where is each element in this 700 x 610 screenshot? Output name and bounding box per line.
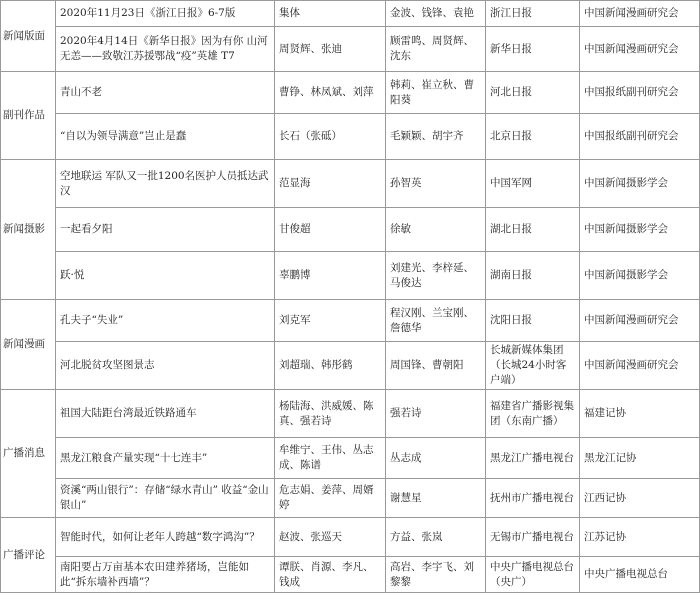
recommender-cell: 江西记协: [580, 479, 700, 518]
table-row: [1, 438, 700, 479]
editor-cell: 程汉刚、兰宝刚、詹德华: [386, 300, 486, 342]
table-row: [1, 390, 700, 438]
author-cell: 刘克军: [275, 300, 386, 342]
author-cell: 赵波、张巡天: [275, 518, 386, 557]
title-cell: 河北脱贫攻坚图景志: [56, 342, 275, 390]
editor-cell: 方益、张岚: [386, 518, 486, 557]
table-row: [1, 114, 700, 160]
editor-cell: 丛志成: [386, 438, 486, 479]
table-row: [1, 557, 700, 593]
table-row: [1, 72, 700, 114]
recommender-cell: 中国新闻摄影学会: [580, 208, 700, 252]
unit-cell: 福建省广播影视集团（东南广播）: [486, 390, 580, 438]
table-row: [1, 1, 700, 27]
title-cell: 2020年11月23日《浙江日报》6-7版: [56, 1, 275, 27]
recommender-cell: 中国新闻漫画研究会: [580, 342, 700, 390]
unit-cell: 无锡市广播电视台: [486, 518, 580, 557]
category-cell: 新闻漫画: [1, 300, 56, 390]
editor-cell: 刘建光、李梓延、马俊达: [386, 252, 486, 300]
recommender-cell: 中国新闻摄影学会: [580, 252, 700, 300]
recommender-cell: 中国报纸副刊研究会: [580, 72, 700, 114]
unit-cell: 抚州市广播电视台: [486, 479, 580, 518]
category-cell: 新闻版面: [1, 1, 56, 72]
title-cell: 资溪“两山银行”：存储“绿水青山” 收益“金山银山”: [56, 479, 275, 518]
unit-cell: 新华日报: [486, 27, 580, 72]
editor-cell: 谢慧星: [386, 479, 486, 518]
unit-cell: 黑龙江广播电视台: [486, 438, 580, 479]
title-cell: 青山不老: [56, 72, 275, 114]
recommender-cell: 中国报纸副刊研究会: [580, 114, 700, 160]
editor-cell: 高岩、李宇飞、刘黎黎: [386, 557, 486, 593]
author-cell: 长石（张砥）: [275, 114, 386, 160]
author-cell: 周贤辉、张迪: [275, 27, 386, 72]
recommender-cell: 中国新闻漫画研究会: [580, 1, 700, 27]
editor-cell: 周国锋、曹朝阳: [386, 342, 486, 390]
category-cell: 新闻摄影: [1, 160, 56, 300]
author-cell: 甘俊超: [275, 208, 386, 252]
table-row: [1, 252, 700, 300]
title-cell: 孔夫子“失业”: [56, 300, 275, 342]
author-cell: 牟维宁、王伟、丛志成、陈谱: [275, 438, 386, 479]
author-cell: 范显海: [275, 160, 386, 208]
unit-cell: 河北日报: [486, 72, 580, 114]
unit-cell: 湖北日报: [486, 208, 580, 252]
editor-cell: 孙智英: [386, 160, 486, 208]
table-row: [1, 160, 700, 208]
table-row: [1, 300, 700, 342]
editor-cell: 金波、钱锋、袁艳: [386, 1, 486, 27]
author-cell: 辜鹏博: [275, 252, 386, 300]
recommender-cell: 黑龙江记协: [580, 438, 700, 479]
table-row: [1, 208, 700, 252]
author-cell: 刘超瑞、韩彤鹤: [275, 342, 386, 390]
recommender-cell: 中国新闻漫画研究会: [580, 300, 700, 342]
table-row: [1, 518, 700, 557]
category-cell: 广播消息: [1, 390, 56, 518]
table-row: [1, 342, 700, 390]
table-row: [1, 27, 700, 72]
author-cell: 杨陆海、洪威媛、陈真、强若诗: [275, 390, 386, 438]
unit-cell: 北京日报: [486, 114, 580, 160]
title-cell: 一起看夕阳: [56, 208, 275, 252]
editor-cell: 强若诗: [386, 390, 486, 438]
editor-cell: 徐敏: [386, 208, 486, 252]
title-cell: 跃·悦: [56, 252, 275, 300]
recommender-cell: 中国新闻摄影学会: [580, 160, 700, 208]
author-cell: 危志娟、姜萍、周婿婷: [275, 479, 386, 518]
category-cell: 副刊作品: [1, 72, 56, 160]
recommender-cell: 江苏记协: [580, 518, 700, 557]
unit-cell: 湖南日报: [486, 252, 580, 300]
category-cell: 广播评论: [1, 518, 56, 593]
unit-cell: 沈阳日报: [486, 300, 580, 342]
unit-cell: 浙江日报: [486, 1, 580, 27]
title-cell: 黑龙江粮食产量实现“十七连丰”: [56, 438, 275, 479]
table-row: [1, 479, 700, 518]
title-cell: 空地联运 军队又一批1200名医护人员抵达武汉: [56, 160, 275, 208]
recommender-cell: 中央广播电视总台: [580, 557, 700, 593]
title-cell: 祖国大陆距台湾最近铁路通车: [56, 390, 275, 438]
editor-cell: 韩莉、崔立秋、曹阳葵: [386, 72, 486, 114]
author-cell: 谭朕、肖源、李凡、钱成: [275, 557, 386, 593]
title-cell: 智能时代，如何让老年人跨越“数字鸿沟”？: [56, 518, 275, 557]
recommender-cell: 福建记协: [580, 390, 700, 438]
unit-cell: 中国军网: [486, 160, 580, 208]
author-cell: 集体: [275, 1, 386, 27]
unit-cell: 长城新媒体集团（长城24小时客户端）: [486, 342, 580, 390]
author-cell: 曹铮、林凤斌、刘萍: [275, 72, 386, 114]
unit-cell: 中央广播电视总台（央广）: [486, 557, 580, 593]
editor-cell: 毛颖颖、胡宇齐: [386, 114, 486, 160]
recommender-cell: 中国新闻漫画研究会: [580, 27, 700, 72]
title-cell: “自以为领导满意”岂止是蠢: [56, 114, 275, 160]
title-cell: 2020年4月14日《新华日报》因为有你 山河无恙——致敬江苏援鄂战“疫”英雄 T7: [56, 27, 275, 72]
title-cell: 南阳要占万亩基本农田建养猪场，岂能如此“拆东墙补西墙”？: [56, 557, 275, 593]
editor-cell: 顾雷鸣、周贤辉、沈东: [386, 27, 486, 72]
